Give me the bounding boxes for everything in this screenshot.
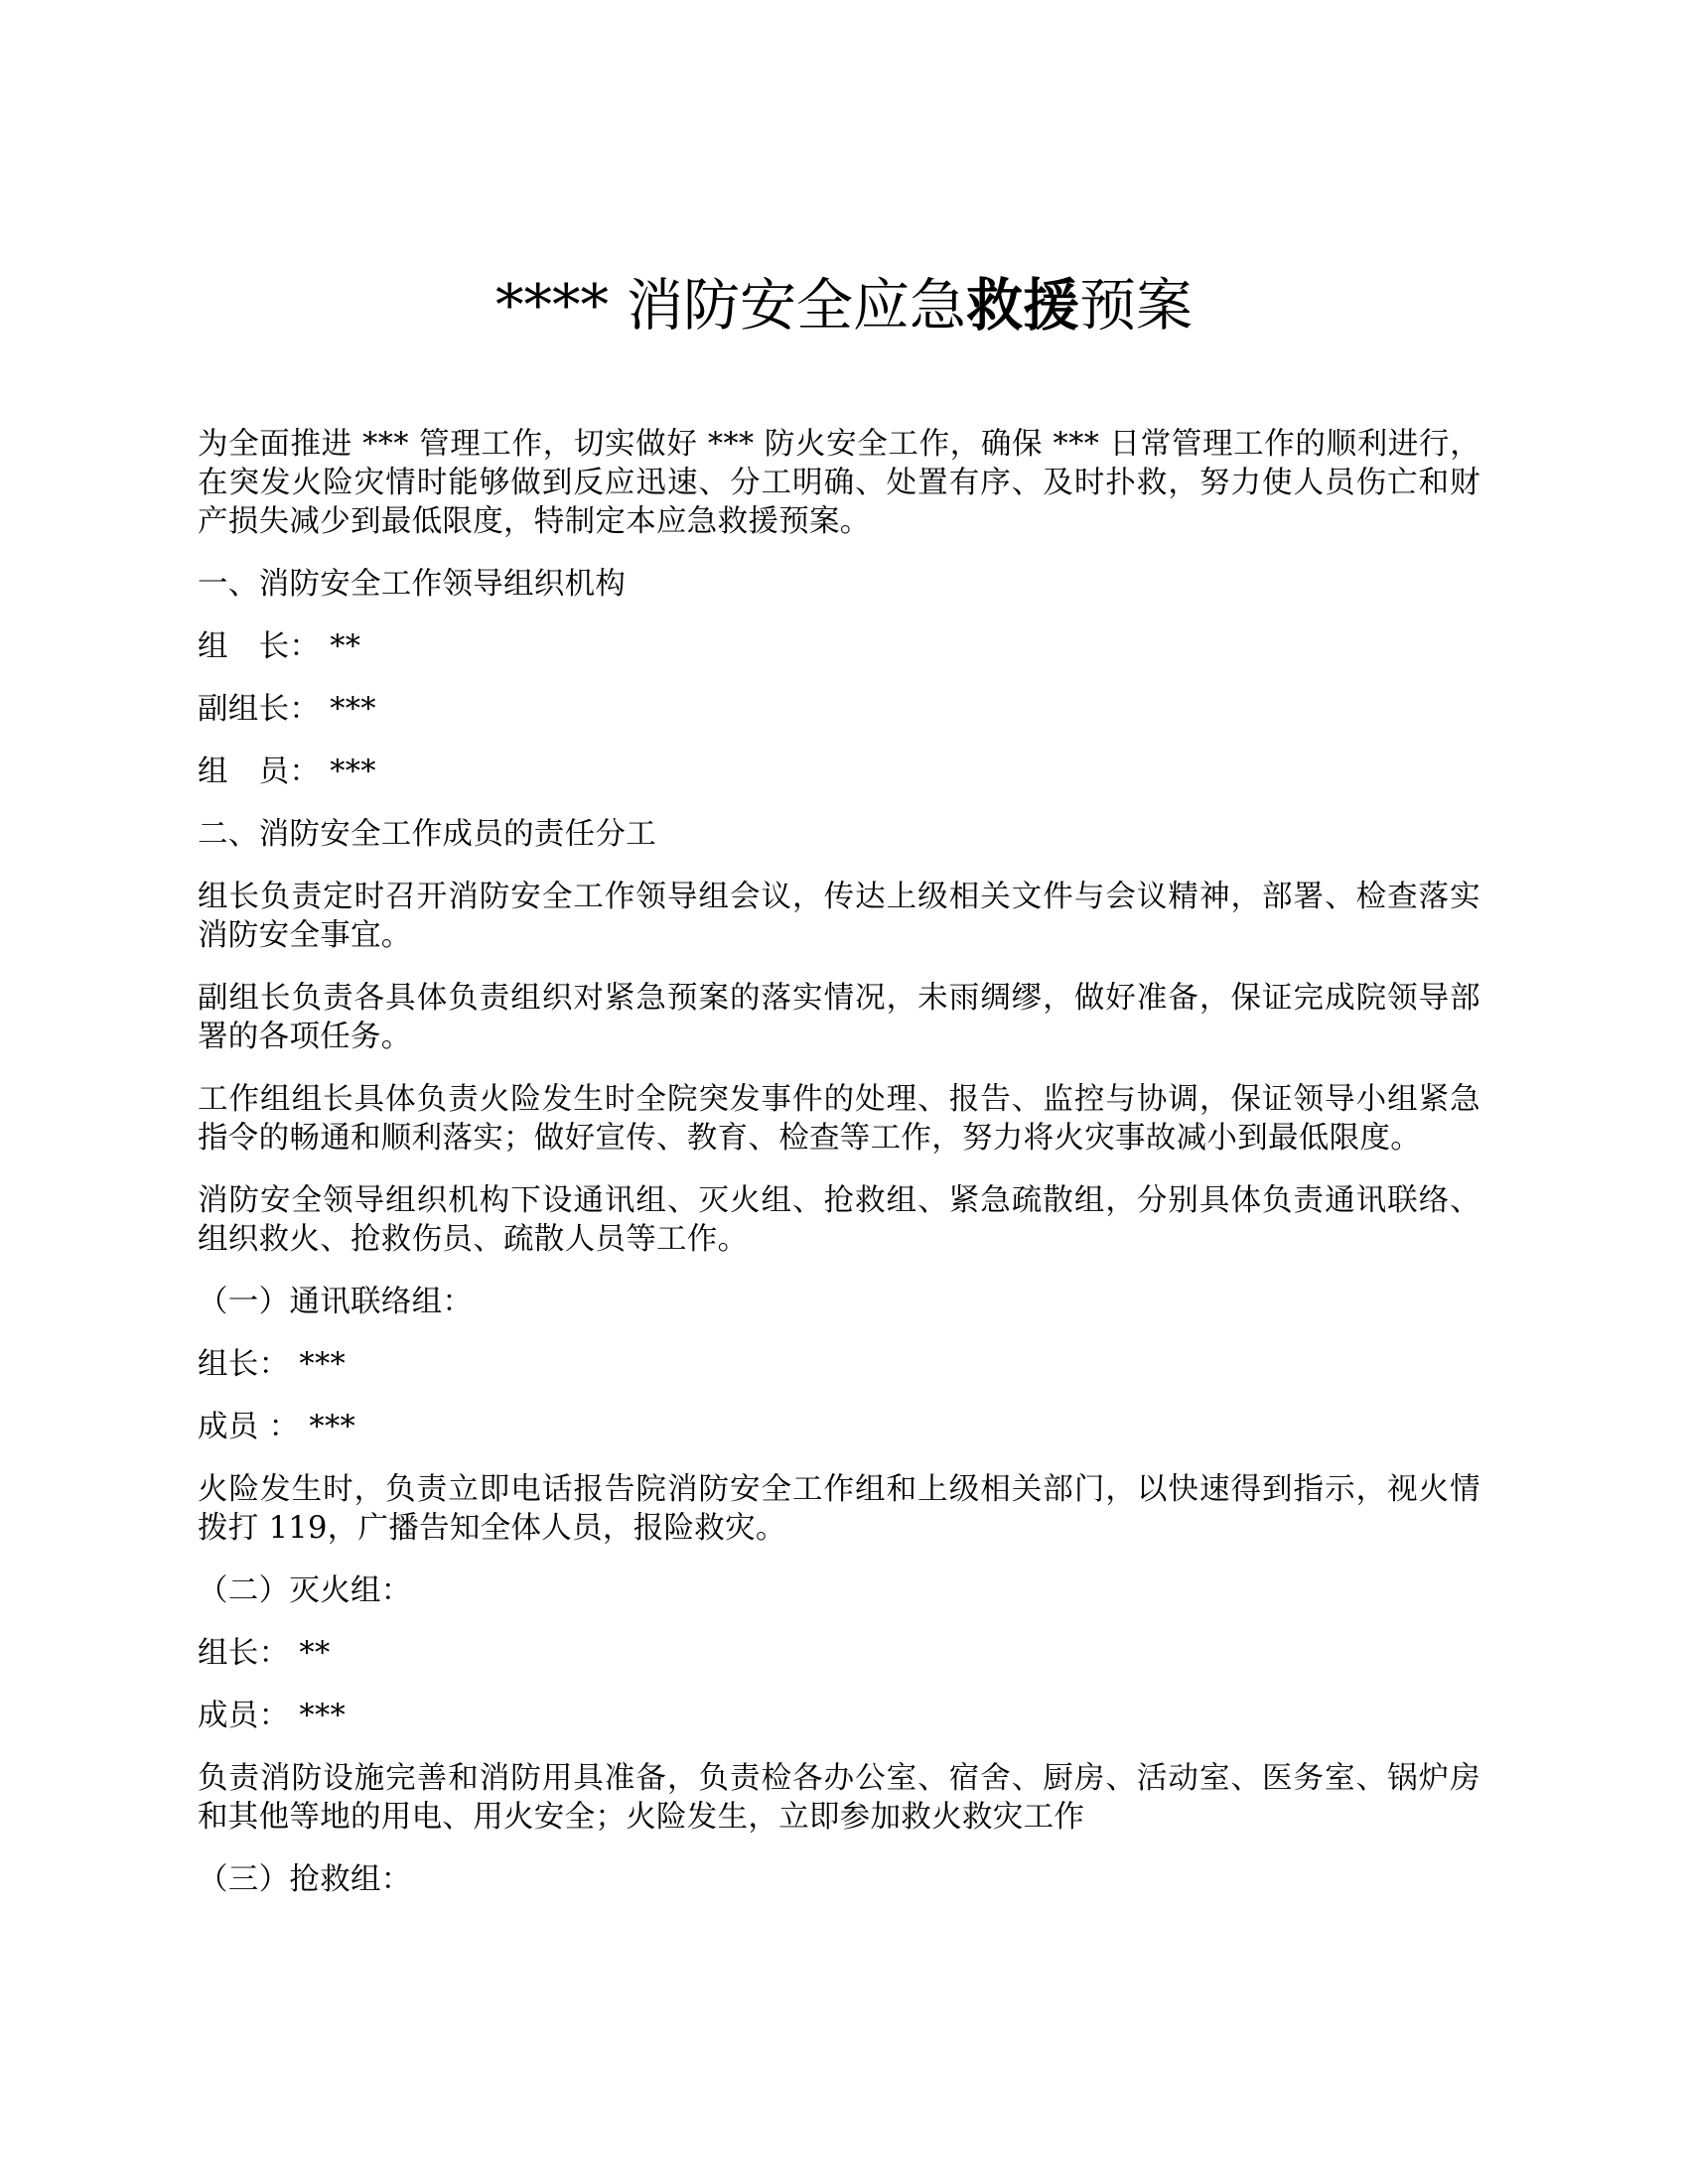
paragraph: 成员 ： *** xyxy=(198,1410,356,1444)
paragraph: 消防安全领导组织机构下设通讯组、灭火组、抢救组、紧急疏散组，分别具体负责通讯联络、组织救火、抢救伤员、疏散人员等工作。 xyxy=(198,1183,1480,1257)
paragraph: 副组长： *** xyxy=(198,692,376,727)
document-body xyxy=(198,425,1480,1923)
paragraph: 二、消防安全工作成员的责任分工 xyxy=(198,817,656,852)
title-suffix: 预案 xyxy=(1079,273,1194,339)
paragraph: （二）灭火组： xyxy=(198,1573,412,1608)
document-title xyxy=(0,268,1688,343)
paragraph: 成员： *** xyxy=(198,1699,347,1733)
paragraph: 组长负责定时召开消防安全工作领导组会议，传达上级相关文件与会议精神，部署、检查落实消防安全事宜。 xyxy=(198,880,1480,953)
paragraph: 组长： ** xyxy=(198,1636,331,1671)
paragraph: 组 长： ** xyxy=(198,629,361,664)
paragraph: 为全面推进 *** 管理工作，切实做好 *** 防火安全工作，确保 *** 日常管理工作的顺利进行，在突发火险灾情时能够做到反应迅速、分工明确、处置有序、及时扑救，努力使人员伤亡和财产损失减少到最低限度，特制定本应急救援预案。 xyxy=(198,427,1480,539)
paragraph: 一、消防安全工作领导组织机构 xyxy=(198,567,627,602)
paragraph: 火险发生时，负责立即电话报告院消防安全工作组和上级相关部门，以快速得到指示，视火情拨打 119，广播告知全体人员，报险救灾。 xyxy=(198,1472,1480,1546)
paragraph: 组 员： *** xyxy=(198,754,376,789)
paragraph: 副组长负责各具体负责组织对紧急预案的落实情况，未雨绸缪，做好准备，保证完成院领导部署的各项任务。 xyxy=(198,981,1480,1054)
paragraph: （三）抢救组： xyxy=(198,1862,412,1897)
paragraph: 负责消防设施完善和消防用具准备，负责检各办公室、宿舍、厨房、活动室、医务室、锅炉房和其他等地的用电、用火安全；火险发生，立即参加救火救灾工作 xyxy=(198,1761,1480,1835)
paragraph: 组长： *** xyxy=(198,1347,347,1382)
paragraph: 工作组组长具体负责火险发生时全院突发事件的处理、报告、监控与协调，保证领导小组紧急指令的畅通和顺利落实；做好宣传、教育、检查等工作，努力将火灾事故减小到最低限度。 xyxy=(198,1082,1480,1156)
title-prefix: **** 消防安全应急 xyxy=(494,273,967,339)
paragraph: （一）通讯联络组： xyxy=(198,1285,474,1319)
title-bold: 救援 xyxy=(966,272,1080,339)
